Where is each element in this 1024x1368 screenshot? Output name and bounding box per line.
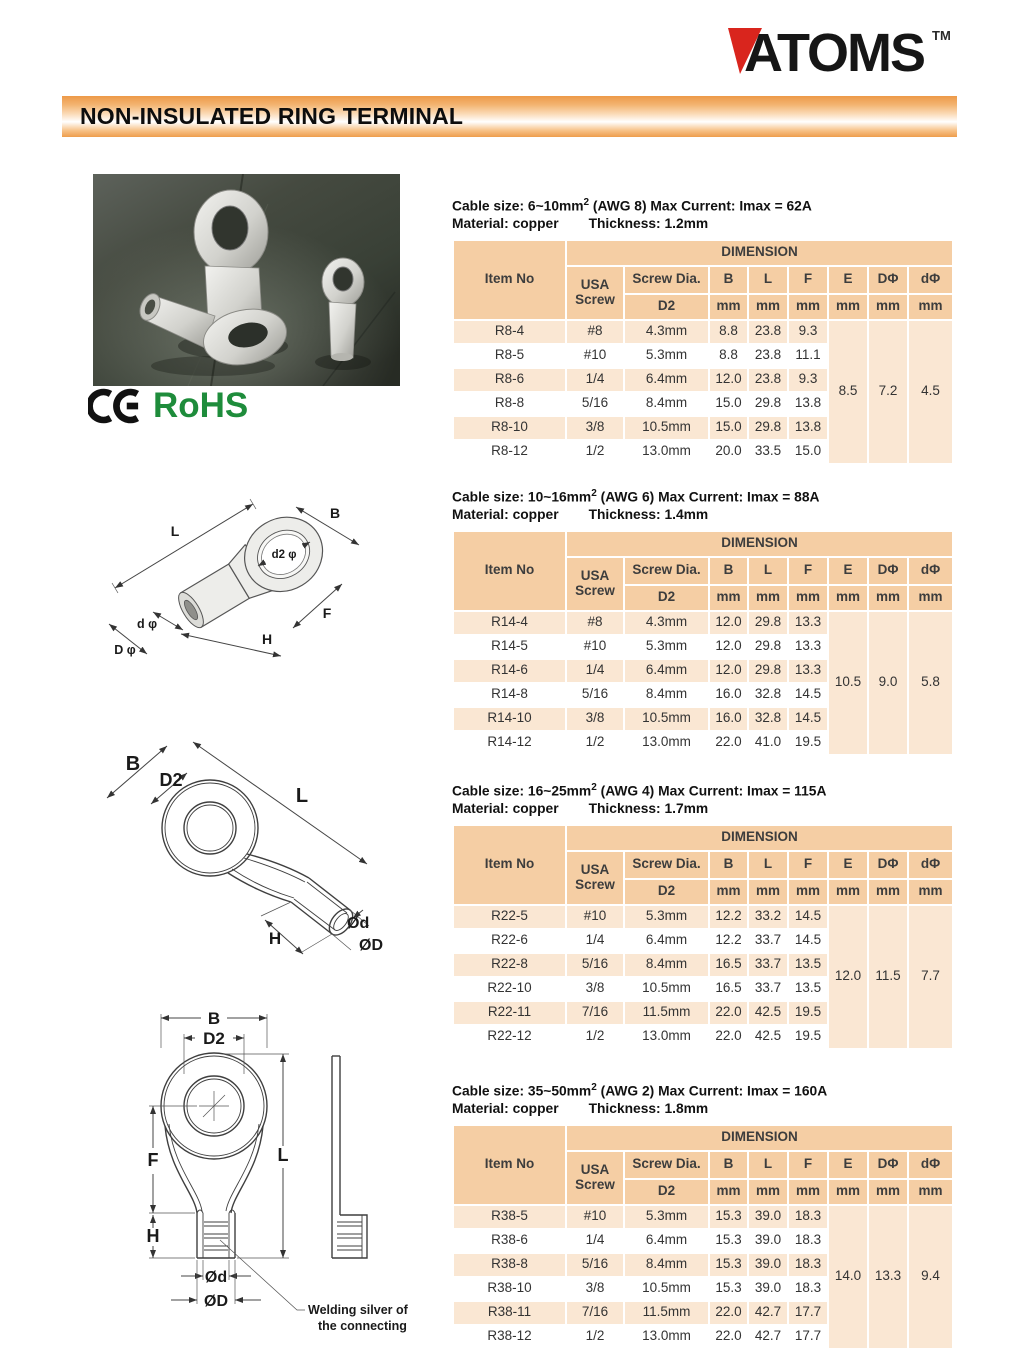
header-unit: mm — [908, 1179, 953, 1205]
dim-label-f: F — [322, 605, 332, 621]
screw-dia-cell: 5.3mm — [624, 1205, 709, 1229]
header-f: F — [788, 557, 828, 585]
usa-screw-cell: 1/4 — [566, 1229, 624, 1253]
dim-b-cell: 12.0 — [709, 659, 748, 683]
spec-section — [452, 485, 956, 756]
screw-dia-cell: 6.4mm — [624, 368, 709, 392]
item-no-cell: R14-10 — [453, 707, 566, 731]
header-e: E — [828, 266, 868, 294]
header-dphi-low: dΦ — [908, 1151, 953, 1179]
header-unit: mm — [908, 585, 953, 611]
header-dphi-cap: DΦ — [868, 266, 908, 294]
dim-label-oD: ØD — [359, 937, 383, 954]
dim-f-cell: 14.5 — [788, 929, 828, 953]
isometric-diagram — [95, 492, 425, 707]
screw-dia-cell: 13.0mm — [624, 1325, 709, 1349]
header-item-no: Item No — [453, 825, 566, 905]
header-d2: D2 — [624, 879, 709, 905]
dim-l-cell: 33.7 — [748, 929, 788, 953]
screw-dia-cell: 5.3mm — [624, 635, 709, 659]
front-side-diagram — [105, 1008, 435, 1360]
usa-screw-cell: #8 — [566, 320, 624, 344]
item-no-cell: R38-6 — [453, 1229, 566, 1253]
dim-f-cell: 13.3 — [788, 659, 828, 683]
screw-dia-cell: 8.4mm — [624, 1253, 709, 1277]
header-dphi-low: dΦ — [908, 557, 953, 585]
dim-l-cell: 29.8 — [748, 416, 788, 440]
dim-b-cell: 15.3 — [709, 1277, 748, 1301]
dim-b-cell: 20.0 — [709, 440, 748, 464]
dim-label-h: H — [261, 631, 273, 647]
dim-b-cell: 16.0 — [709, 683, 748, 707]
dim-dphi-small-merged-cell: 4.5 — [908, 320, 953, 464]
header-unit: mm — [868, 879, 908, 905]
cable-size-line: Cable size: $16\sim 25mm^2$ (AWG 4) Max Current: Imax = 115A — [452, 782, 827, 799]
dim-l-cell: 42.5 — [748, 1001, 788, 1025]
dim-b-cell: 12.0 — [709, 368, 748, 392]
dim-dphi-merged-cell: 9.0 — [868, 611, 908, 755]
header-b: B — [709, 851, 748, 879]
header-unit: mm — [788, 879, 828, 905]
spec-row — [453, 320, 953, 344]
header-b: B — [709, 1151, 748, 1179]
screw-dia-cell: 5.3mm — [624, 905, 709, 929]
rohs-label: RoHS — [153, 386, 249, 425]
dim-label-d2: D2 — [203, 1029, 225, 1048]
dim-b-cell: 8.8 — [709, 320, 748, 344]
usa-screw-cell: #8 — [566, 611, 624, 635]
usa-screw-cell: 1/4 — [566, 368, 624, 392]
dim-label-l: L — [295, 785, 309, 807]
dim-f-cell: 9.3 — [788, 368, 828, 392]
header-unit: mm — [709, 294, 748, 320]
header-dphi-low: dΦ — [908, 266, 953, 294]
usa-screw-cell: #10 — [566, 905, 624, 929]
dim-label-b: B — [207, 1009, 221, 1028]
dim-b-cell: 12.2 — [709, 905, 748, 929]
logo-text: ATOMS — [744, 23, 925, 82]
dim-b-cell: 22.0 — [709, 1325, 748, 1349]
header-item-no: Item No — [453, 1125, 566, 1205]
item-no-cell: R14-8 — [453, 683, 566, 707]
dim-l-cell: 23.8 — [748, 320, 788, 344]
dim-e-merged-cell: 12.0 — [828, 905, 868, 1049]
header-l: L — [748, 1151, 788, 1179]
header-dimension: DIMENSION — [566, 240, 953, 266]
header-f: F — [788, 851, 828, 879]
item-no-cell: R14-5 — [453, 635, 566, 659]
cable-size-line: Cable size: $10\sim 16mm^2$ (AWG 6) Max Current: Imax = 88A — [452, 488, 820, 505]
screw-dia-cell: 10.5mm — [624, 707, 709, 731]
usa-screw-cell: 1/4 — [566, 929, 624, 953]
dim-l-cell: 29.8 — [748, 659, 788, 683]
dim-l-cell: 39.0 — [748, 1205, 788, 1229]
header-unit: mm — [908, 294, 953, 320]
spec-row — [453, 1205, 953, 1229]
dim-f-cell: 14.5 — [788, 905, 828, 929]
item-no-cell: R22-6 — [453, 929, 566, 953]
header-screw-dia: Screw Dia. — [624, 851, 709, 879]
header-screw-dia: Screw Dia. — [624, 266, 709, 294]
screw-dia-cell: 6.4mm — [624, 929, 709, 953]
dim-label-d2phi: d2 φ — [271, 549, 297, 561]
ce-mark-icon — [88, 387, 150, 425]
dim-b-cell: 15.3 — [709, 1253, 748, 1277]
header-l: L — [748, 557, 788, 585]
header-e: E — [828, 557, 868, 585]
screw-dia-cell: 11.5mm — [624, 1001, 709, 1025]
item-no-cell: R14-4 — [453, 611, 566, 635]
front-view-shape — [161, 1053, 267, 1258]
usa-screw-cell: 5/16 — [566, 683, 624, 707]
usa-screw-cell: 7/16 — [566, 1001, 624, 1025]
dim-f-cell: 18.3 — [788, 1205, 828, 1229]
header-d2: D2 — [624, 294, 709, 320]
usa-screw-cell: 7/16 — [566, 1301, 624, 1325]
spec-section — [452, 779, 956, 1050]
dim-l-cell: 33.7 — [748, 977, 788, 1001]
dim-e-merged-cell: 14.0 — [828, 1205, 868, 1349]
usa-screw-cell: 1/2 — [566, 1025, 624, 1049]
header-unit: mm — [868, 1179, 908, 1205]
header-usa-screw: USA Screw — [566, 557, 624, 611]
usa-screw-cell: 5/16 — [566, 1253, 624, 1277]
certifications — [88, 386, 248, 426]
header-unit: mm — [828, 879, 868, 905]
item-no-cell: R38-8 — [453, 1253, 566, 1277]
dim-label-od: Ød — [347, 915, 370, 932]
header-dimension: DIMENSION — [566, 825, 953, 851]
item-no-cell: R14-6 — [453, 659, 566, 683]
usa-screw-cell: 1/4 — [566, 659, 624, 683]
outline-diagram — [95, 740, 425, 1002]
dim-e-merged-cell: 8.5 — [828, 320, 868, 464]
dim-b-cell: 12.0 — [709, 611, 748, 635]
dim-b-cell: 8.8 — [709, 344, 748, 368]
header-d2: D2 — [624, 1179, 709, 1205]
dim-f-cell: 18.3 — [788, 1253, 828, 1277]
header-dphi-cap: DΦ — [868, 851, 908, 879]
usa-screw-cell: 1/2 — [566, 440, 624, 464]
screw-dia-cell: 13.0mm — [624, 731, 709, 755]
screw-dia-cell: 13.0mm — [624, 1025, 709, 1049]
header-unit: mm — [828, 294, 868, 320]
item-no-cell: R22-8 — [453, 953, 566, 977]
dim-dphi-merged-cell: 13.3 — [868, 1205, 908, 1349]
header-unit: mm — [828, 585, 868, 611]
dim-b-cell: 22.0 — [709, 1001, 748, 1025]
header-dphi-cap: DΦ — [868, 557, 908, 585]
header-dphi-cap: DΦ — [868, 1151, 908, 1179]
dim-f-cell: 13.5 — [788, 953, 828, 977]
dim-l-cell: 32.8 — [748, 683, 788, 707]
item-no-cell: R22-10 — [453, 977, 566, 1001]
usa-screw-cell: #10 — [566, 1205, 624, 1229]
spec-row — [453, 905, 953, 929]
header-usa-screw: USA Screw — [566, 1151, 624, 1205]
item-no-cell: R8-12 — [453, 440, 566, 464]
header-l: L — [748, 851, 788, 879]
dim-f-cell: 13.5 — [788, 977, 828, 1001]
dim-f-cell: 13.3 — [788, 611, 828, 635]
header-screw-dia: Screw Dia. — [624, 557, 709, 585]
dim-label-f: F — [147, 1150, 159, 1170]
spec-row — [453, 611, 953, 635]
dim-label-oD: ØD — [204, 1293, 228, 1310]
dim-f-cell: 18.3 — [788, 1277, 828, 1301]
dim-f-cell: 19.5 — [788, 731, 828, 755]
dim-f-cell: 14.5 — [788, 683, 828, 707]
welding-hatch — [204, 1222, 228, 1250]
dim-label-b: B — [125, 753, 141, 775]
dim-b-cell: 16.0 — [709, 707, 748, 731]
ring-terminal-3d-shape — [166, 503, 337, 645]
dim-f-cell: 18.3 — [788, 1229, 828, 1253]
header-e: E — [828, 851, 868, 879]
screw-dia-cell: 10.5mm — [624, 1277, 709, 1301]
dim-l-cell: 41.0 — [748, 731, 788, 755]
spec-table — [452, 1124, 954, 1350]
welding-note-line1: Welding silver of — [308, 1303, 408, 1317]
dim-b-cell: 22.0 — [709, 1025, 748, 1049]
dim-l-cell: 33.5 — [748, 440, 788, 464]
header-f: F — [788, 266, 828, 294]
dim-f-cell: 13.8 — [788, 416, 828, 440]
section-caption — [452, 485, 956, 523]
dim-l-cell: 29.8 — [748, 635, 788, 659]
dim-f-cell: 19.5 — [788, 1001, 828, 1025]
section-caption — [452, 194, 956, 232]
header-l: L — [748, 266, 788, 294]
dim-dphi-merged-cell: 11.5 — [868, 905, 908, 1049]
section-caption — [452, 779, 956, 817]
material-line: Material: copper Thickness: 1.8mm — [452, 1100, 709, 1116]
header-usa-screw: USA Screw — [566, 851, 624, 905]
header-item-no: Item No — [453, 531, 566, 611]
item-no-cell: R8-6 — [453, 368, 566, 392]
usa-screw-cell: 3/8 — [566, 1277, 624, 1301]
screw-dia-cell: 8.4mm — [624, 953, 709, 977]
item-no-cell: R22-5 — [453, 905, 566, 929]
dim-l-cell: 23.8 — [748, 368, 788, 392]
screw-dia-cell: 8.4mm — [624, 392, 709, 416]
dim-f-cell: 17.7 — [788, 1325, 828, 1349]
dim-f-cell: 11.1 — [788, 344, 828, 368]
dim-dphi-merged-cell: 7.2 — [868, 320, 908, 464]
screw-dia-cell: 10.5mm — [624, 416, 709, 440]
item-no-cell: R8-8 — [453, 392, 566, 416]
header-unit: mm — [788, 585, 828, 611]
item-no-cell: R38-12 — [453, 1325, 566, 1349]
screw-dia-cell: 8.4mm — [624, 683, 709, 707]
item-no-cell: R8-5 — [453, 344, 566, 368]
usa-screw-cell: 3/8 — [566, 416, 624, 440]
usa-screw-cell: #10 — [566, 344, 624, 368]
spec-table — [452, 239, 954, 465]
dim-label-d2: D2 — [159, 770, 183, 790]
page-title-bar — [62, 96, 957, 137]
dim-l-cell: 39.0 — [748, 1277, 788, 1301]
dim-b-cell: 12.0 — [709, 635, 748, 659]
usa-screw-cell: 5/16 — [566, 953, 624, 977]
item-no-cell: R14-12 — [453, 731, 566, 755]
header-unit: mm — [828, 1179, 868, 1205]
item-no-cell: R22-12 — [453, 1025, 566, 1049]
dim-label-l: L — [277, 1145, 289, 1165]
screw-dia-cell: 6.4mm — [624, 1229, 709, 1253]
dim-l-cell: 39.0 — [748, 1229, 788, 1253]
usa-screw-cell: 3/8 — [566, 707, 624, 731]
header-unit: mm — [868, 585, 908, 611]
screw-dia-cell: 6.4mm — [624, 659, 709, 683]
spec-table — [452, 530, 954, 756]
usa-screw-cell: #10 — [566, 635, 624, 659]
item-no-cell: R8-4 — [453, 320, 566, 344]
dim-f-cell: 9.3 — [788, 320, 828, 344]
item-no-cell: R38-11 — [453, 1301, 566, 1325]
header-dimension: DIMENSION — [566, 1125, 953, 1151]
screw-dia-cell: 10.5mm — [624, 977, 709, 1001]
cable-size-line: Cable size: $6\sim 10mm^2$ (AWG 8) Max Current: Imax = 62A — [452, 197, 812, 214]
page-title: NON-INSULATED RING TERMINAL — [80, 103, 464, 129]
dim-l-cell: 42.5 — [748, 1025, 788, 1049]
header-unit: mm — [788, 294, 828, 320]
dim-l-cell: 33.7 — [748, 953, 788, 977]
screw-dia-cell: 11.5mm — [624, 1301, 709, 1325]
header-item-no: Item No — [453, 240, 566, 320]
usa-screw-cell: 1/2 — [566, 731, 624, 755]
dim-b-cell: 16.5 — [709, 977, 748, 1001]
spec-section — [452, 194, 956, 465]
material-line: Material: copper Thickness: 1.7mm — [452, 800, 709, 816]
dim-f-cell: 15.0 — [788, 440, 828, 464]
dim-l-cell: 32.8 — [748, 707, 788, 731]
header-f: F — [788, 1151, 828, 1179]
header-dphi-low: dΦ — [908, 851, 953, 879]
dim-f-cell: 17.7 — [788, 1301, 828, 1325]
item-no-cell: R22-11 — [453, 1001, 566, 1025]
dim-b-cell: 15.0 — [709, 416, 748, 440]
dim-dphi-small-merged-cell: 5.8 — [908, 611, 953, 755]
screw-dia-cell: 4.3mm — [624, 611, 709, 635]
dim-l-cell: 23.8 — [748, 344, 788, 368]
logo-tm: TM — [932, 28, 951, 43]
dim-label-Dphi: D φ — [114, 643, 136, 657]
header-unit: mm — [868, 294, 908, 320]
dim-b-cell: 15.3 — [709, 1205, 748, 1229]
dim-label-h: H — [146, 1226, 160, 1246]
dim-b-cell: 15.0 — [709, 392, 748, 416]
item-no-cell: R38-5 — [453, 1205, 566, 1229]
brand-logo — [716, 16, 974, 82]
header-unit: mm — [748, 294, 788, 320]
header-usa-screw: USA Screw — [566, 266, 624, 320]
header-screw-dia: Screw Dia. — [624, 1151, 709, 1179]
header-unit: mm — [748, 1179, 788, 1205]
dim-dphi-small-merged-cell: 9.4 — [908, 1205, 953, 1349]
item-no-cell: R8-10 — [453, 416, 566, 440]
dim-l-cell: 29.8 — [748, 392, 788, 416]
dim-label-od: Ød — [204, 1269, 228, 1286]
usa-screw-cell: 5/16 — [566, 392, 624, 416]
dim-f-cell: 13.8 — [788, 392, 828, 416]
dim-e-merged-cell: 10.5 — [828, 611, 868, 755]
dim-l-cell: 42.7 — [748, 1301, 788, 1325]
material-line: Material: copper Thickness: 1.2mm — [452, 215, 709, 231]
header-unit: mm — [709, 585, 748, 611]
dim-b-cell: 16.5 — [709, 953, 748, 977]
header-unit: mm — [709, 1179, 748, 1205]
header-unit: mm — [748, 585, 788, 611]
material-line: Material: copper Thickness: 1.4mm — [452, 506, 709, 522]
dim-f-cell: 19.5 — [788, 1025, 828, 1049]
header-unit: mm — [748, 879, 788, 905]
dim-l-cell: 33.2 — [748, 905, 788, 929]
header-e: E — [828, 1151, 868, 1179]
header-b: B — [709, 266, 748, 294]
dim-l-cell: 29.8 — [748, 611, 788, 635]
header-dimension: DIMENSION — [566, 531, 953, 557]
dim-label-h: H — [268, 929, 282, 948]
section-caption — [452, 1079, 956, 1117]
cable-size-line: Cable size: $35\sim 50mm^2$ (AWG 2) Max Current: Imax = 160A — [452, 1082, 828, 1099]
dim-f-cell: 13.3 — [788, 635, 828, 659]
welding-note-line2: the connecting — [318, 1319, 407, 1333]
dim-b-cell: 12.2 — [709, 929, 748, 953]
dim-b-cell: 22.0 — [709, 1301, 748, 1325]
usa-screw-cell: 3/8 — [566, 977, 624, 1001]
dim-label-l: L — [170, 523, 180, 539]
screw-dia-cell: 5.3mm — [624, 344, 709, 368]
header-d2: D2 — [624, 585, 709, 611]
item-no-cell: R38-10 — [453, 1277, 566, 1301]
header-unit: mm — [788, 1179, 828, 1205]
header-b: B — [709, 557, 748, 585]
dim-l-cell: 39.0 — [748, 1253, 788, 1277]
dim-f-cell: 14.5 — [788, 707, 828, 731]
dim-l-cell: 42.7 — [748, 1325, 788, 1349]
screw-dia-cell: 4.3mm — [624, 320, 709, 344]
dim-dphi-small-merged-cell: 7.7 — [908, 905, 953, 1049]
dim-b-cell: 22.0 — [709, 731, 748, 755]
screw-dia-cell: 13.0mm — [624, 440, 709, 464]
dim-b-cell: 15.3 — [709, 1229, 748, 1253]
dim-label-b: B — [329, 505, 341, 521]
usa-screw-cell: 1/2 — [566, 1325, 624, 1349]
spec-section — [452, 1079, 956, 1350]
product-photo — [93, 174, 400, 386]
side-view-shape — [332, 1056, 367, 1258]
spec-table — [452, 824, 954, 1050]
header-unit: mm — [908, 879, 953, 905]
dim-label-dphi: d φ — [136, 617, 158, 631]
header-unit: mm — [709, 879, 748, 905]
